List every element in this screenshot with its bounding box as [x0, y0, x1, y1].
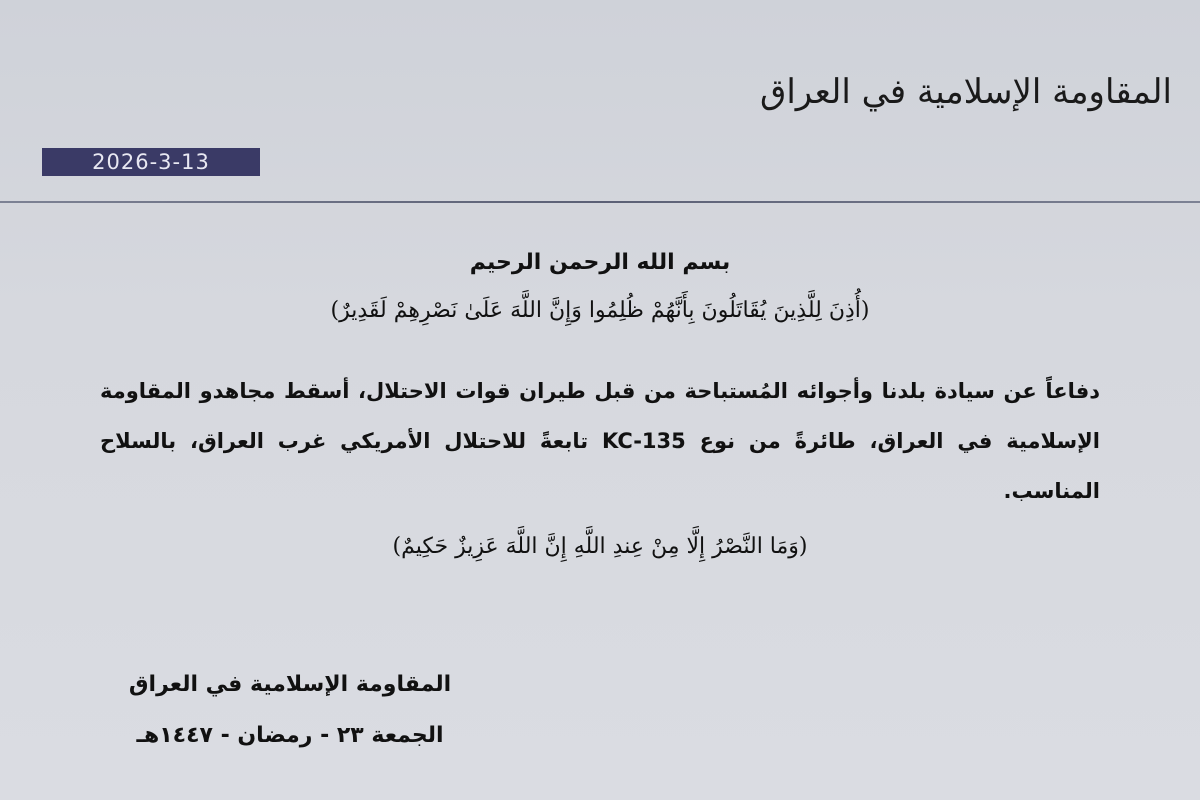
basmala: بسم الله الرحمن الرحيم [469, 250, 731, 275]
opening-verse: (أُذِنَ لِلَّذِينَ يُقَاتَلُونَ بِأَنَّهُمْ ظُلِمُوا وَإِنَّ اللَّهَ عَلَىٰ نَصْرِهِمْ لَقَدِيرٌ) [330, 298, 870, 323]
closing-verse: (وَمَا النَّصْرُ إِلَّا مِنْ عِندِ اللَّهِ إِنَّ اللَّهَ عَزِيزٌ حَكِيمٌ) [392, 534, 808, 559]
date-badge: 2026-3-13 [42, 148, 260, 176]
organization-logo: المقاومة الإسلامية في العراق [759, 72, 1172, 112]
signature-block [80, 672, 500, 748]
statement-text: دفاعاً عن سيادة بلدنا وأجوائه المُستباحة من قبل طيران قوات الاحتلال، أسقط مجاهدو المقاومة الإسلامية في العراق، طائرةً من نوع KC-135 تابعةً للاحتلال الأمريكي غرب العراق، بالسلاح المناسب. [100, 379, 1100, 503]
header-divider [0, 201, 1200, 203]
hijri-date: الجمعة ٢٣ - رمضان - ١٤٤٧هـ [136, 723, 444, 748]
signature-name: المقاومة الإسلامية في العراق [128, 672, 452, 697]
